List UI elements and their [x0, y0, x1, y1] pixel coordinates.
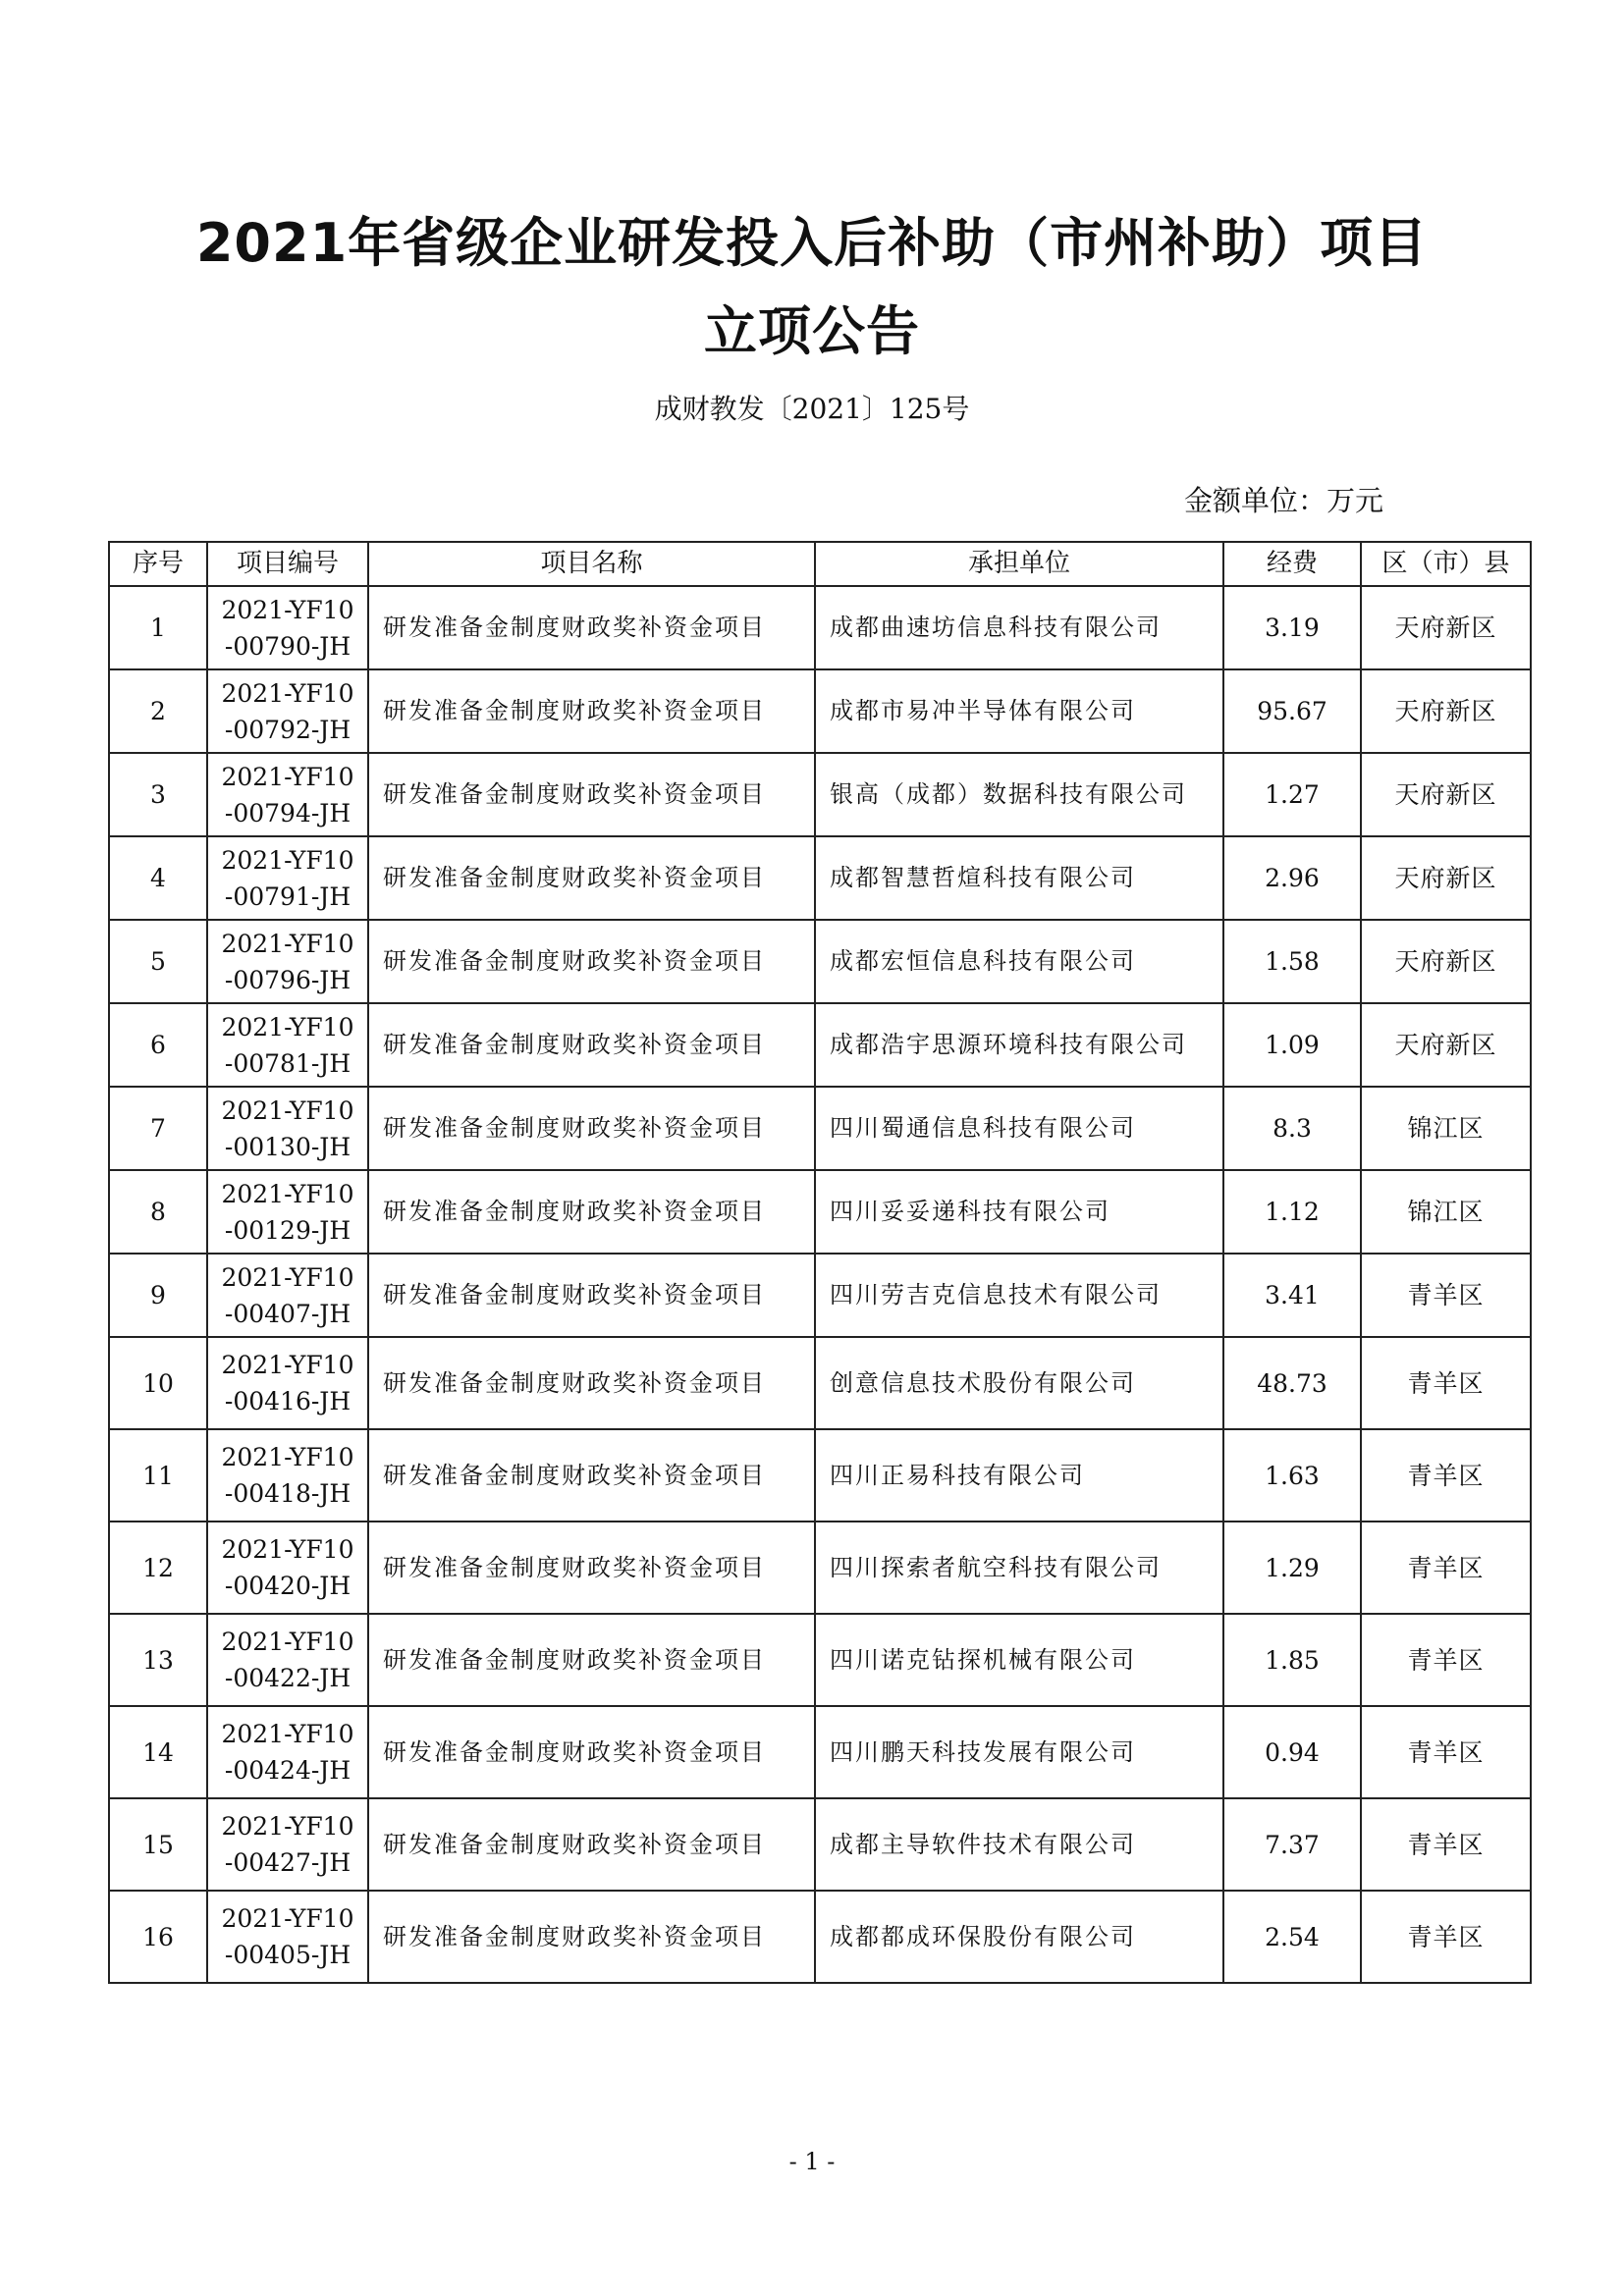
cell-project-code: 2021-YF10 -00130-JH — [207, 1087, 368, 1170]
cell-serial: 6 — [109, 1003, 207, 1087]
cell-undertaking-unit: 四川诺克钻探机械有限公司 — [815, 1614, 1223, 1706]
cell-project-name: 研发准备金制度财政奖补资金项目 — [368, 1614, 815, 1706]
table-row — [109, 920, 1531, 1003]
cell-project-code: 2021-YF10 -00781-JH — [207, 1003, 368, 1087]
document-title-line2: 立项公告 — [704, 300, 920, 362]
table-row — [109, 1170, 1531, 1254]
cell-project-code: 2021-YF10 -00424-JH — [207, 1706, 368, 1798]
page-number: - 1 - — [788, 2148, 836, 2175]
cell-project-name: 研发准备金制度财政奖补资金项目 — [368, 1003, 815, 1087]
cell-project-name: 研发准备金制度财政奖补资金项目 — [368, 586, 815, 669]
cell-project-code: 2021-YF10 -00796-JH — [207, 920, 368, 1003]
document-title: 2021年省级企业研发投入后补助（市州补助）项目 — [195, 212, 1429, 274]
cell-funding: 1.29 — [1223, 1522, 1361, 1614]
table-row — [109, 1522, 1531, 1614]
cell-funding: 7.37 — [1223, 1798, 1361, 1891]
cell-project-name: 研发准备金制度财政奖补资金项目 — [368, 1337, 815, 1429]
document-number: 成财教发〔2021〕125号 — [654, 393, 970, 425]
cell-project-code: 2021-YF10 -00129-JH — [207, 1170, 368, 1254]
cell-serial: 12 — [109, 1522, 207, 1614]
cell-project-code: 2021-YF10 -00792-JH — [207, 669, 368, 753]
cell-project-name: 研发准备金制度财政奖补资金项目 — [368, 1706, 815, 1798]
cell-project-code: 2021-YF10 -00422-JH — [207, 1614, 368, 1706]
cell-project-code: 2021-YF10 -00791-JH — [207, 836, 368, 920]
cell-serial: 13 — [109, 1614, 207, 1706]
cell-project-code: 2021-YF10 -00790-JH — [207, 586, 368, 669]
project-table — [108, 541, 1532, 1984]
table-row — [109, 1614, 1531, 1706]
cell-undertaking-unit: 成都市易冲半导体有限公司 — [815, 669, 1223, 753]
cell-serial: 10 — [109, 1337, 207, 1429]
cell-district: 锦江区 — [1361, 1087, 1531, 1170]
cell-funding: 1.63 — [1223, 1429, 1361, 1522]
table-row — [109, 1003, 1531, 1087]
table-row — [109, 1337, 1531, 1429]
cell-serial: 9 — [109, 1254, 207, 1337]
cell-funding: 2.96 — [1223, 836, 1361, 920]
cell-district: 青羊区 — [1361, 1706, 1531, 1798]
table-header-row — [109, 542, 1531, 586]
table-row — [109, 1429, 1531, 1522]
cell-project-name: 研发准备金制度财政奖补资金项目 — [368, 669, 815, 753]
table-row — [109, 1706, 1531, 1798]
cell-undertaking-unit: 四川妥妥递科技有限公司 — [815, 1170, 1223, 1254]
cell-project-name: 研发准备金制度财政奖补资金项目 — [368, 1798, 815, 1891]
cell-project-name: 研发准备金制度财政奖补资金项目 — [368, 836, 815, 920]
cell-district: 青羊区 — [1361, 1798, 1531, 1891]
cell-district: 青羊区 — [1361, 1429, 1531, 1522]
cell-serial: 7 — [109, 1087, 207, 1170]
cell-undertaking-unit: 成都浩宇思源环境科技有限公司 — [815, 1003, 1223, 1087]
cell-funding: 1.12 — [1223, 1170, 1361, 1254]
cell-project-name: 研发准备金制度财政奖补资金项目 — [368, 1087, 815, 1170]
cell-district: 锦江区 — [1361, 1170, 1531, 1254]
cell-project-name: 研发准备金制度财政奖补资金项目 — [368, 920, 815, 1003]
cell-undertaking-unit: 成都主导软件技术有限公司 — [815, 1798, 1223, 1891]
cell-project-code: 2021-YF10 -00405-JH — [207, 1891, 368, 1983]
header-funding: 经费 — [1223, 542, 1361, 586]
cell-project-name: 研发准备金制度财政奖补资金项目 — [368, 1254, 815, 1337]
table-row — [109, 1254, 1531, 1337]
cell-funding: 1.27 — [1223, 753, 1361, 836]
cell-serial: 16 — [109, 1891, 207, 1983]
cell-funding: 1.85 — [1223, 1614, 1361, 1706]
header-project-code: 项目编号 — [207, 542, 368, 586]
cell-undertaking-unit: 创意信息技术股份有限公司 — [815, 1337, 1223, 1429]
amount-unit-note: 金额单位：万元 — [1183, 484, 1383, 517]
cell-project-name: 研发准备金制度财政奖补资金项目 — [368, 1429, 815, 1522]
cell-serial: 3 — [109, 753, 207, 836]
cell-funding: 0.94 — [1223, 1706, 1361, 1798]
cell-district: 天府新区 — [1361, 836, 1531, 920]
cell-district: 天府新区 — [1361, 1003, 1531, 1087]
table-row — [109, 669, 1531, 753]
cell-serial: 8 — [109, 1170, 207, 1254]
header-project-name: 项目名称 — [368, 542, 815, 586]
cell-funding: 8.3 — [1223, 1087, 1361, 1170]
cell-funding: 1.09 — [1223, 1003, 1361, 1087]
cell-project-code: 2021-YF10 -00420-JH — [207, 1522, 368, 1614]
cell-undertaking-unit: 四川蜀通信息科技有限公司 — [815, 1087, 1223, 1170]
cell-district: 青羊区 — [1361, 1614, 1531, 1706]
cell-district: 青羊区 — [1361, 1337, 1531, 1429]
cell-undertaking-unit: 成都宏恒信息科技有限公司 — [815, 920, 1223, 1003]
cell-serial: 15 — [109, 1798, 207, 1891]
table-row — [109, 1891, 1531, 1983]
table-row — [109, 1087, 1531, 1170]
cell-district: 青羊区 — [1361, 1254, 1531, 1337]
cell-district: 青羊区 — [1361, 1891, 1531, 1983]
cell-project-name: 研发准备金制度财政奖补资金项目 — [368, 1170, 815, 1254]
cell-district: 天府新区 — [1361, 586, 1531, 669]
cell-project-code: 2021-YF10 -00418-JH — [207, 1429, 368, 1522]
table-row — [109, 1798, 1531, 1891]
cell-undertaking-unit: 成都智慧哲煊科技有限公司 — [815, 836, 1223, 920]
cell-undertaking-unit: 成都都成环保股份有限公司 — [815, 1891, 1223, 1983]
cell-undertaking-unit: 银高（成都）数据科技有限公司 — [815, 753, 1223, 836]
cell-funding: 1.58 — [1223, 920, 1361, 1003]
cell-serial: 11 — [109, 1429, 207, 1522]
cell-serial: 5 — [109, 920, 207, 1003]
cell-project-code: 2021-YF10 -00794-JH — [207, 753, 368, 836]
cell-district: 青羊区 — [1361, 1522, 1531, 1614]
table-row — [109, 836, 1531, 920]
cell-serial: 4 — [109, 836, 207, 920]
cell-undertaking-unit: 四川正易科技有限公司 — [815, 1429, 1223, 1522]
cell-funding: 2.54 — [1223, 1891, 1361, 1983]
cell-undertaking-unit: 四川劳吉克信息技术有限公司 — [815, 1254, 1223, 1337]
header-undertaking-unit: 承担单位 — [815, 542, 1223, 586]
cell-district: 天府新区 — [1361, 669, 1531, 753]
table-row — [109, 753, 1531, 836]
cell-funding: 3.41 — [1223, 1254, 1361, 1337]
cell-project-name: 研发准备金制度财政奖补资金项目 — [368, 1891, 815, 1983]
cell-project-code: 2021-YF10 -00416-JH — [207, 1337, 368, 1429]
table-row — [109, 586, 1531, 669]
cell-project-name: 研发准备金制度财政奖补资金项目 — [368, 1522, 815, 1614]
cell-project-code: 2021-YF10 -00407-JH — [207, 1254, 368, 1337]
header-district: 区（市）县 — [1361, 542, 1531, 586]
cell-funding: 48.73 — [1223, 1337, 1361, 1429]
cell-serial: 14 — [109, 1706, 207, 1798]
cell-project-name: 研发准备金制度财政奖补资金项目 — [368, 753, 815, 836]
cell-funding: 3.19 — [1223, 586, 1361, 669]
cell-funding: 95.67 — [1223, 669, 1361, 753]
cell-undertaking-unit: 四川鹏天科技发展有限公司 — [815, 1706, 1223, 1798]
cell-project-code: 2021-YF10 -00427-JH — [207, 1798, 368, 1891]
cell-district: 天府新区 — [1361, 753, 1531, 836]
cell-undertaking-unit: 四川探索者航空科技有限公司 — [815, 1522, 1223, 1614]
cell-serial: 1 — [109, 586, 207, 669]
cell-undertaking-unit: 成都曲速坊信息科技有限公司 — [815, 586, 1223, 669]
cell-district: 天府新区 — [1361, 920, 1531, 1003]
header-serial: 序号 — [109, 542, 207, 586]
cell-serial: 2 — [109, 669, 207, 753]
